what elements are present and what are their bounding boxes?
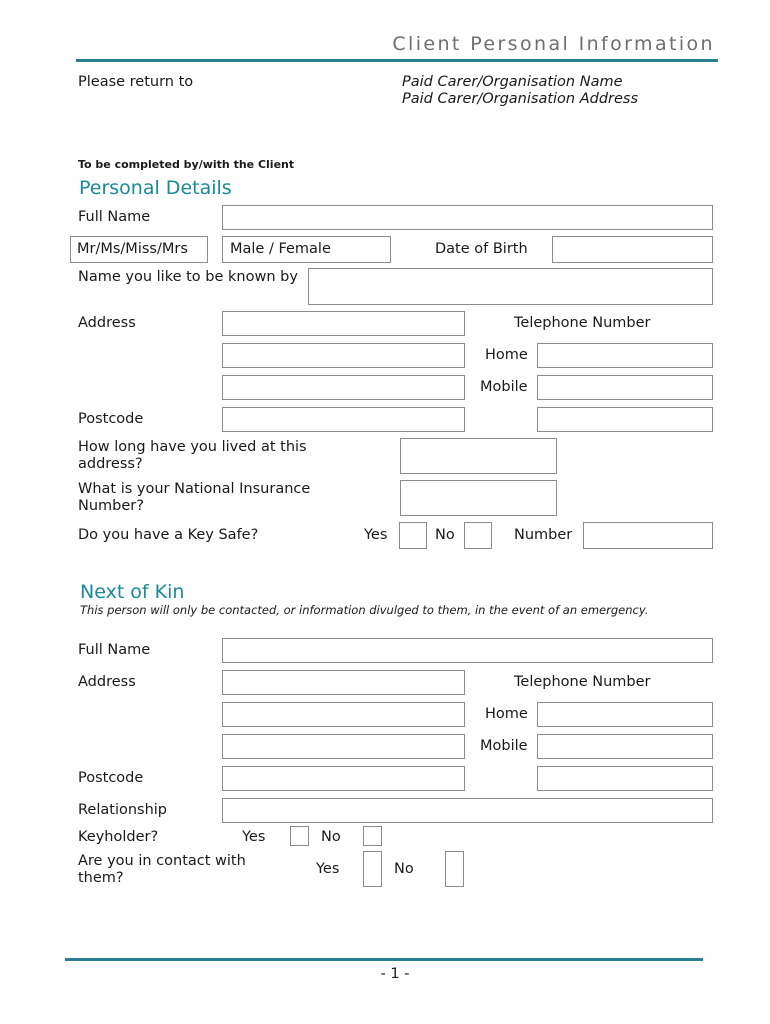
title-field[interactable] xyxy=(70,236,208,263)
keyholder-yes-label: Yes xyxy=(242,829,266,845)
return-to-label: Please return to xyxy=(78,74,194,90)
kin-address-line-1-field[interactable] xyxy=(222,670,465,695)
key-safe-yes-label: Yes xyxy=(364,527,388,543)
known-as-label: Name you like to be known by xyxy=(78,269,298,285)
phone-extra-field[interactable] xyxy=(537,407,713,432)
footer-rule xyxy=(65,958,703,961)
kin-address-line-3-field[interactable] xyxy=(222,734,465,759)
keyholder-no-label: No xyxy=(321,829,341,845)
full-name-label: Full Name xyxy=(78,209,151,225)
in-contact-no-label: No xyxy=(394,861,414,877)
relationship-field[interactable] xyxy=(222,798,713,823)
address-line-1-field[interactable] xyxy=(222,311,465,336)
home-phone-field[interactable] xyxy=(537,343,713,368)
key-safe-label: Do you have a Key Safe? xyxy=(78,527,259,543)
kin-address-label: Address xyxy=(78,674,136,690)
in-contact-yes-checkbox[interactable] xyxy=(363,851,382,887)
address-label: Address xyxy=(78,315,136,331)
dob-field[interactable] xyxy=(552,236,713,263)
relationship-label: Relationship xyxy=(78,802,168,818)
ni-number-field[interactable] xyxy=(400,480,557,516)
key-safe-yes-checkbox[interactable] xyxy=(399,522,427,549)
key-safe-number-label: Number xyxy=(514,527,573,543)
postcode-field[interactable] xyxy=(222,407,465,432)
kin-telephone-label: Telephone Number xyxy=(514,674,651,690)
kin-postcode-field[interactable] xyxy=(222,766,465,791)
keyholder-label: Keyholder? xyxy=(78,829,159,845)
known-as-field[interactable] xyxy=(308,268,713,305)
kin-full-name-label: Full Name xyxy=(78,642,151,658)
address-line-2-field[interactable] xyxy=(222,343,465,368)
header-rule xyxy=(76,59,718,62)
kin-home-phone-field[interactable] xyxy=(537,702,713,727)
kin-mobile-label: Mobile xyxy=(480,738,528,754)
kin-address-line-2-field[interactable] xyxy=(222,702,465,727)
return-name: Paid Carer/Organisation Name xyxy=(402,74,623,90)
in-contact-yes-label: Yes xyxy=(316,861,340,877)
in-contact-label: Are you in contact with them? xyxy=(78,853,246,886)
kin-postcode-label: Postcode xyxy=(78,770,144,786)
keyholder-yes-checkbox[interactable] xyxy=(290,826,309,846)
home-label: Home xyxy=(485,347,528,363)
full-name-field[interactable] xyxy=(222,205,713,230)
ni-number-label: What is your National Insurance Number? xyxy=(78,481,311,514)
dob-label: Date of Birth xyxy=(435,241,528,257)
postcode-label: Postcode xyxy=(78,411,144,427)
personal-details-heading: Personal Details xyxy=(79,177,232,199)
kin-full-name-field[interactable] xyxy=(222,638,713,663)
kin-note: This person will only be contacted, or information divulged to them, in the event of an emergency. xyxy=(80,603,649,617)
telephone-label: Telephone Number xyxy=(514,315,651,331)
key-safe-no-label: No xyxy=(435,527,455,543)
how-long-field[interactable] xyxy=(400,438,557,474)
completion-note: To be completed by/with the Client xyxy=(78,158,295,171)
gender-options-text: Male / Female xyxy=(230,241,331,257)
mobile-label: Mobile xyxy=(480,379,528,395)
kin-mobile-phone-field[interactable] xyxy=(537,734,713,759)
key-safe-number-field[interactable] xyxy=(583,522,713,549)
address-line-3-field[interactable] xyxy=(222,375,465,400)
mobile-phone-field[interactable] xyxy=(537,375,713,400)
gender-field[interactable] xyxy=(222,236,391,263)
next-of-kin-heading: Next of Kin xyxy=(80,581,185,603)
key-safe-no-checkbox[interactable] xyxy=(464,522,492,549)
kin-phone-extra-field[interactable] xyxy=(537,766,713,791)
return-address: Paid Carer/Organisation Address xyxy=(402,91,639,107)
how-long-label: How long have you lived at this address? xyxy=(78,439,307,472)
in-contact-no-checkbox[interactable] xyxy=(445,851,464,887)
page-number: - 1 - xyxy=(380,966,410,982)
keyholder-no-checkbox[interactable] xyxy=(363,826,382,846)
kin-home-label: Home xyxy=(485,706,528,722)
title-options-text: Mr/Ms/Miss/Mrs xyxy=(77,241,188,257)
document-title: Client Personal Information xyxy=(392,33,715,55)
